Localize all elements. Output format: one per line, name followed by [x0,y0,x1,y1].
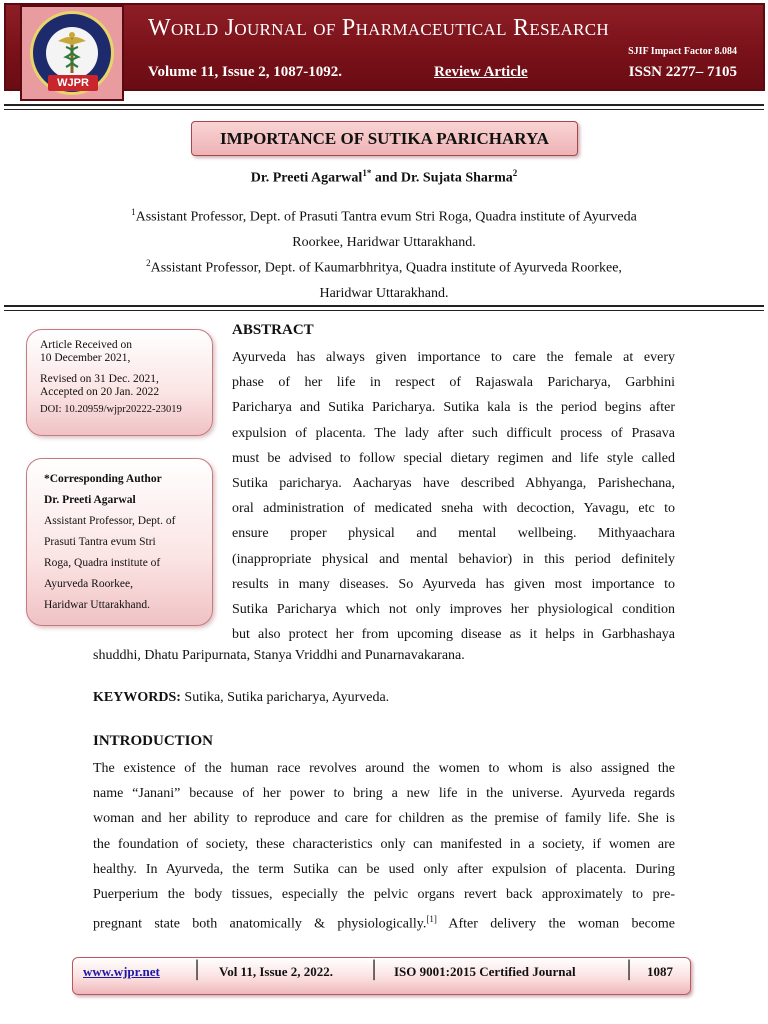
journal-logo-frame [20,5,124,101]
intro-line: the foundation of society, these characteristics only can manifested in a society, if women are [93,836,675,852]
intro-line: healthy. In Ayurveda, the term Sutika can be used only after expulsion of placenta. During [93,861,675,877]
issn: ISSN 2277– 7105 [628,64,737,80]
abstract-line: Sutika Paricharya which not only improves her physiological condition [232,602,675,618]
footer-separator: │ [368,960,381,979]
affiliation-text: Haridwar Uttarakhand. [319,285,449,301]
journal-title: World Journal of Pharmaceutical Research [148,15,609,41]
affiliation-1 [0,200,768,255]
footer-separator: │ [623,960,636,979]
article-history-box [26,329,213,436]
affiliation-sup: 1 [131,207,136,217]
abstract-line: Paricharya and Sutika Paricharya. Sutika kala is the period begins after [232,400,675,416]
author-sup: 2 [512,168,518,178]
volume-info: Volume 11, Issue 2, 1087-1092. [148,64,343,80]
affiliation-sup: 2 [146,258,151,268]
doi: DOI: 10.20959/wjpr20222-23019 [40,404,182,415]
corresponding-line: Ayurveda Roorkee, [44,578,133,590]
journal-header-banner [4,3,765,91]
abstract-line: results in many diseases. So Ayurveda has given most importance to [232,576,675,592]
footer-iso: ISO 9001:2015 Certified Journal [394,964,576,979]
header-divider [4,109,764,110]
affiliation-text: Roorkee, Haridwar Uttarakhand. [292,234,476,250]
corresponding-line: Haridwar Uttarakhand. [44,599,151,611]
keywords-label: KEYWORDS: [93,690,181,705]
logo-badge: WJPR [48,75,98,91]
affiliation-text: Assistant Professor, Dept. of Prasuti Tantra evum Stri Roga, Quadra institute of Ayurveda [135,209,637,225]
corresponding-line: Assistant Professor, Dept. of [44,515,176,527]
abstract-heading: ABSTRACT [232,322,314,338]
corresponding-author-box [26,458,213,626]
header-divider [4,104,764,106]
keywords-text: Sutika, Sutika paricharya, Ayurveda. [180,690,390,705]
impact-factor: SJIF Impact Factor 8.084 [628,46,737,57]
introduction-heading: INTRODUCTION [93,733,214,749]
received-date: 10 December 2021, [40,352,131,364]
intro-line-text: After delivery the woman become [436,916,675,932]
intro-line: The existence of the human race revolves around the women to whom is also assigned the [93,761,675,776]
abstract-line: expulsion of placenta. The lady after such difficult process of Prasava [232,425,675,441]
intro-line: Puerperium the body tissues, especially the pelvic organs revert back approximately to pre- [93,887,675,903]
abstract-line: oral administration of medicated sneha with decoction, Yavagu, etc to [232,501,675,517]
article-title: IMPORTANCE OF SUTIKA PARICHARYA [220,128,549,148]
abstract-line: ensure proper physical and mental wellbeing. Mithyaachara [232,526,675,542]
article-type: Review Article [434,64,528,80]
section-divider [4,310,764,311]
corresponding-line: Roga, Quadra institute of [44,557,161,569]
author-sup: 1* [362,168,372,178]
intro-line: name “Janani” because of her power to bring a new life in the universe. Ayurveda regards [93,786,675,802]
footer-separator: │ [191,960,204,979]
intro-line-text: pregnant state both anatomically & physiologically. [93,916,427,932]
caduceus-icon [46,27,98,79]
abstract-body [232,345,675,647]
abstract-line: Ayurveda has always given importance to care the female at every [232,350,675,365]
author-name: Dr. Sujata Sharma [400,170,513,186]
section-divider [4,305,764,307]
page-number: 1087 [647,964,673,979]
abstract-line: (inappropriate physical and mental behavior) in this period definitely [232,551,675,567]
abstract-line: but also protect her from upcoming disease as it helps in Garbhashaya [232,627,675,643]
author-join: and [371,170,401,186]
keywords [93,690,675,706]
revised-date: Revised on 31 Dec. 2021, [40,373,159,385]
author-line [0,168,768,187]
website-link[interactable]: www.wjpr.net [83,964,160,979]
affiliation-text: Assistant Professor, Dept. of Kaumarbhritya, Quadra institute of Ayurveda Roorkee, [150,260,622,276]
abstract-final-line: shuddhi, Dhatu Paripurnata, Stanya Vriddhi and Punarnavakarana. [93,648,465,663]
received-label: Article Received on [40,339,132,351]
intro-line: woman and her ability to reproduce and care for children as the premise of family life. She is [93,811,675,827]
introduction-body [93,756,675,937]
footer-volume: Vol 11, Issue 2, 2022. [219,964,334,979]
corresponding-line: Prasuti Tantra evum Stri [44,536,156,548]
corresponding-heading: *Corresponding Author [44,473,162,485]
abstract-line: phase of her life in respect of Rajaswala Paricharya, Garbhini [232,375,675,391]
page-footer [72,957,691,995]
author-name: Dr. Preeti Agarwal [250,170,363,186]
affiliation-2 [0,251,768,306]
abstract-line: Sutika paricharya. Aacharyas have described Abhyanga, Parishechana, [232,476,675,492]
abstract-line: must be advised to follow special dietary regimen and life style called [232,450,675,466]
article-title-box [191,121,578,156]
intro-line [93,907,675,937]
accepted-date: Accepted on 20 Jan. 2022 [40,386,160,398]
corresponding-name: Dr. Preeti Agarwal [44,494,136,506]
citation-link[interactable]: [1] [426,914,437,925]
